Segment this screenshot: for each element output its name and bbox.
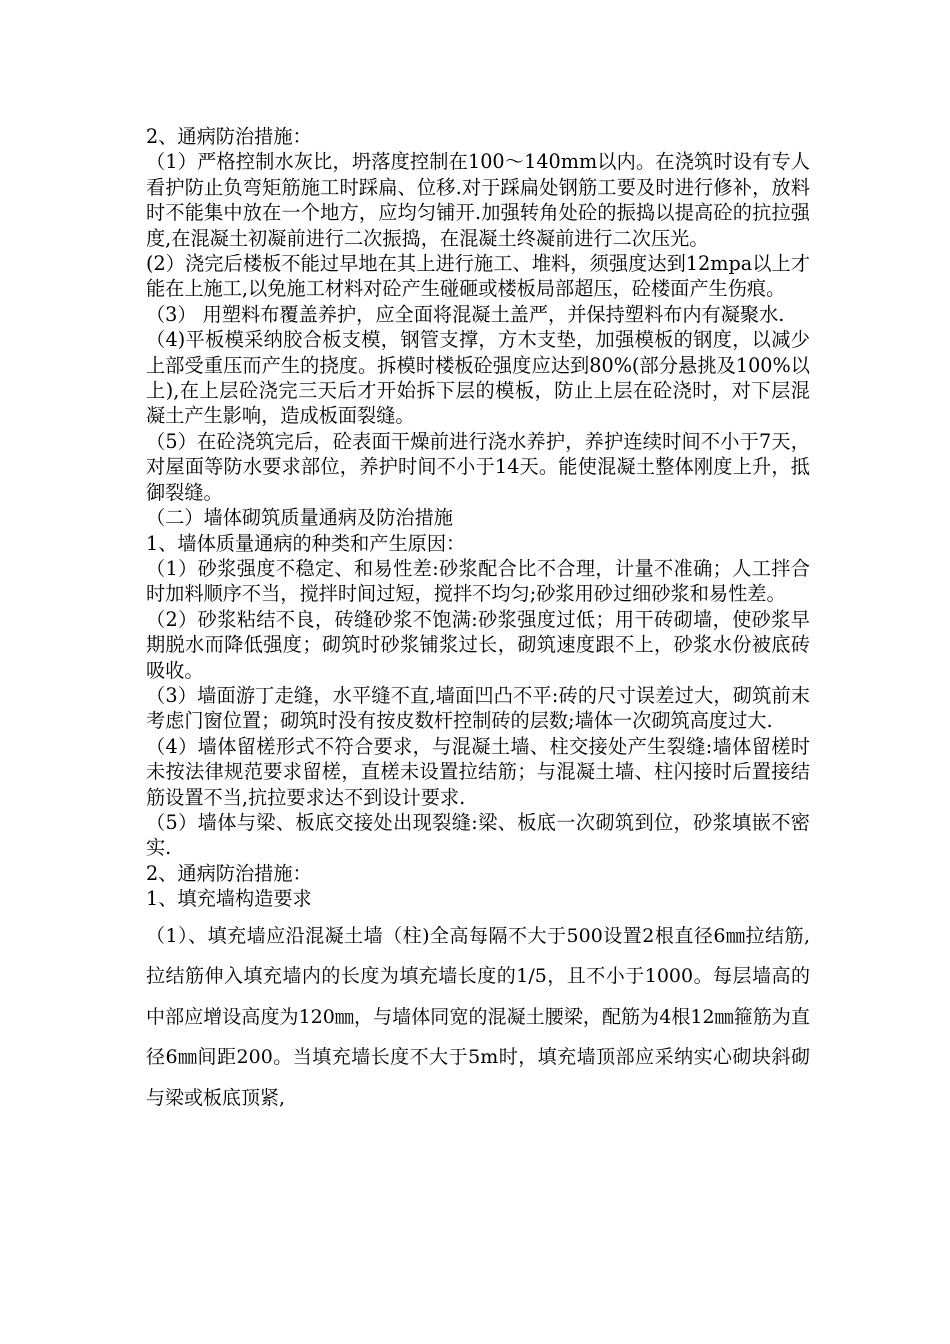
heading-measures: 2、通病防治措施： bbox=[146, 125, 312, 148]
heading-measures-2: 2、通病防治措施： bbox=[146, 861, 312, 885]
paragraph-item-5: （5）在砼浇筑完后，砼表面干燥前进行浇水养护，养护连续时间不小于7天，对屋面等防水要求部位，养护时间不小于14天。能使混凝土整体刚度上升，抵御裂缝。 bbox=[146, 429, 810, 504]
paragraph-item-3: （3） 用塑料布覆盖养护，应全面将混凝土盖严，并保持塑料布内有凝聚水. bbox=[146, 302, 785, 326]
document-section-main bbox=[146, 124, 810, 912]
subheading-wall-causes: 1、墙体质量通病的种类和产生原因： bbox=[146, 531, 466, 555]
paragraph-wall-3: （3）墙面游丁走缝，水平缝不直,墙面凹凸不平:砖的尺寸误差过大，砌筑前末考虑门窗位置；砌筑时没有按皮数杆控制砖的层数;墙体一次砌筑高度过大. bbox=[146, 683, 810, 733]
document-section-infill bbox=[146, 916, 810, 1119]
heading-infill-wall: 1、填充墙构造要求 bbox=[146, 887, 312, 911]
paragraph-wall-5: （5）墙体与梁、板底交接处出现裂缝:梁、板底一次砌筑到位，砂浆填嵌不密实. bbox=[146, 810, 810, 860]
paragraph-item-1: （1）严格控制水灰比，坍落度控制在100～140mm以内。在浇筑时设有专人看护防止负弯矩筋施工时踩扁、位移.对于踩扁处钢筋工要及时进行修补，放料时不能集中放在一个地方，应均匀铺开.加强转角处砼的振捣以提高砼的抗拉强度,在混凝土初凝前进行二次振捣，在混凝土终凝前进行二次压光。 bbox=[146, 150, 810, 250]
paragraph-wall-2: （2）砂浆粘结不良，砖缝砂浆不饱满:砂浆强度过低；用干砖砌墙，使砂浆早期脱水而降低强度；砌筑时砂浆铺浆过长，砌筑速度跟不上，砂浆水份被底砖吸收。 bbox=[146, 607, 810, 682]
paragraph-wall-4: （4）墙体留槎形式不符合要求，与混凝土墙、柱交接处产生裂缝:墙体留槎时未按法律规范要求留槎，直槎未设置拉结筋；与混凝土墙、柱闪接时后置接结筋设置不当,抗拉要求达不到设计要求. bbox=[146, 734, 810, 809]
paragraph-item-4: （4)平板模采纳胶合板支模，钢管支撑，方木支垫，加强模板的钢度，以减少上部受重压而产生的挠度。拆模时楼板砼强度应达到80%(部分悬挑及100%以上),在上层砼浇完三天后才开始拆下层的模板，防止上层在砼浇时，对下层混凝土产生影响，造成板面裂缝。 bbox=[146, 328, 810, 428]
paragraph-wall-1: （1）砂浆强度不稳定、和易性差:砂浆配合比不合理，计量不准确；人工拌合时加料顺序不当，搅拌时间过短，搅拌不均匀;砂浆用砂过细砂浆和易性差。 bbox=[146, 556, 810, 606]
document-body bbox=[146, 124, 810, 1118]
paragraph-item-2: (2）浇完后楼板不能过早地在其上进行施工、堆料，须强度达到12mpa以上才能在上施工,以免施工材料对砼产生碰砸或楼板局部超压，砼楼面产生伤痕。 bbox=[146, 252, 810, 301]
section-heading-wall: （二）墙体砌筑质量通病及防治措施 bbox=[146, 506, 453, 530]
paragraph-infill-1: （1）、填充墙应沿混凝土墙（柱)全高每隔不大于500设置2根直径6㎜拉结筋,拉结筋伸入填充墙内的长度为填充墙长度的1/5，且不小于1000。每层墙高的中部应增设高度为120㎜，与墙体同宽的混凝土腰梁，配筋为4根12㎜箍筋为直径6㎜间距200。当填充墙长度不大于5m时，填充墙顶部应采纳实心砌块斜砌与梁或板底顶紧, bbox=[146, 924, 810, 1109]
